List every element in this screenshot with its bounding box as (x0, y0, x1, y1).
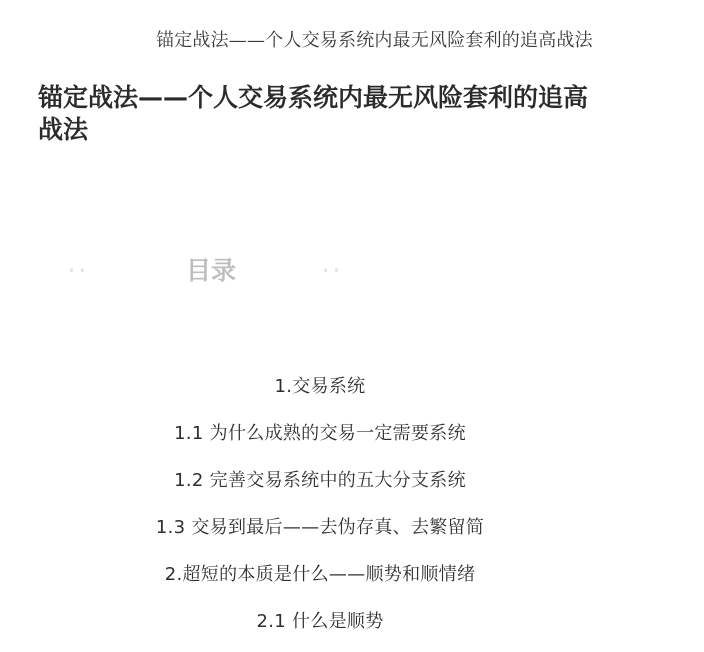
toc-item-1-1[interactable]: 1.1 为什么成熟的交易一定需要系统 (174, 423, 466, 444)
toc-faint-mark-left: • • (68, 264, 86, 278)
toc-heading-row (60, 254, 380, 288)
table-of-contents (0, 370, 640, 652)
document-title: 锚定战法——个人交易系统内最无风险套利的追高战法 (38, 83, 589, 144)
toc-heading: 目录 (186, 256, 237, 285)
toc-item-1-3[interactable]: 1.3 交易到最后——去伪存真、去繁留简 (155, 517, 485, 538)
toc-item-1-2[interactable]: 1.2 完善交易系统中的五大分支系统 (174, 470, 466, 491)
toc-item-2[interactable]: 2.超短的本质是什么——顺势和顺情绪 (164, 564, 476, 585)
toc-item-1[interactable]: 1.交易系统 (274, 376, 366, 397)
running-header: 锚定战法——个人交易系统内最无风险套利的追高战法 (156, 30, 593, 51)
toc-faint-mark-right: • • (322, 264, 340, 278)
toc-item-2-1[interactable]: 2.1 什么是顺势 (256, 611, 384, 632)
